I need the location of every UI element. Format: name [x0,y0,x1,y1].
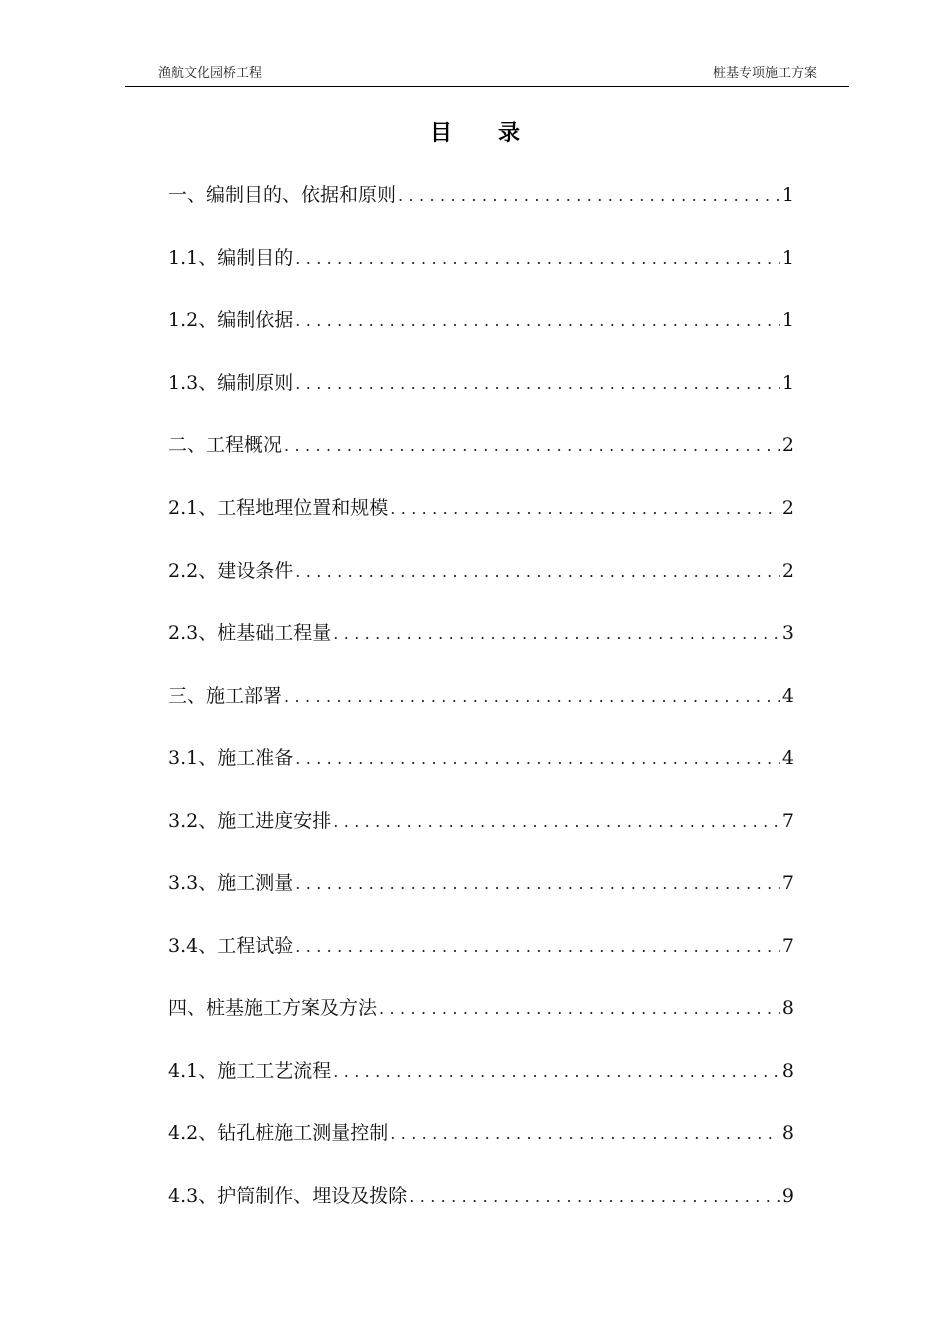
toc-dot-leader [295,367,780,401]
toc-entry[interactable] [168,491,794,525]
toc-entry-page: 1 [781,184,794,206]
running-header [125,64,849,87]
toc-entry[interactable] [168,741,794,775]
toc-entry-page: 1 [781,247,794,269]
toc-entry-label: 3.2、施工进度安排 [168,810,332,832]
toc-entry[interactable] [168,929,794,963]
toc-entry-page: 7 [781,935,794,957]
toc-entry-label: 3.1、施工准备 [168,747,294,769]
toc-entry-page: 3 [781,622,794,644]
toc-entry-label: 1.2、编制依据 [168,309,294,331]
toc-dot-leader [333,617,780,651]
toc-entry-label: 3.4、工程试验 [168,935,294,957]
toc-entry-label: 四、桩基施工方案及方法 [168,997,378,1019]
toc-entry-page: 9 [781,1185,794,1207]
toc-dot-leader [390,1117,780,1151]
toc-entry[interactable] [168,616,794,650]
toc-entry[interactable] [168,428,794,462]
toc-entry-page: 8 [781,997,794,1019]
toc-entry[interactable] [168,1054,794,1088]
toc-entry-label: 三、施工部署 [168,685,283,707]
toc-entry[interactable] [168,178,794,212]
toc-entry-label: 1.3、编制原则 [168,372,294,394]
header-document-name: 桩基专项施工方案 [712,66,817,81]
toc-entry-page: 1 [781,372,794,394]
toc-entry-label: 2.2、建设条件 [168,560,294,582]
toc-entry-label: 4.2、钻孔桩施工测量控制 [168,1122,389,1144]
toc-dot-leader [284,429,780,463]
toc-dot-leader [379,992,780,1026]
toc-entry[interactable] [168,303,794,337]
toc-entry[interactable] [168,1116,794,1150]
toc-dot-leader [295,555,780,589]
toc-entry-page: 8 [781,1060,794,1082]
header-project-name: 渔航文化园桥工程 [158,66,263,81]
toc-entry[interactable] [168,866,794,900]
toc-dot-leader [295,742,780,776]
toc-entry-page: 7 [781,872,794,894]
toc-title: 目录 [429,120,566,146]
toc-entry-label: 二、工程概况 [168,434,283,456]
toc-entry[interactable] [168,1179,794,1213]
toc-dot-leader [295,304,780,338]
toc-entry-page: 1 [781,309,794,331]
toc-entry[interactable] [168,554,794,588]
toc-entry-page: 8 [781,1122,794,1144]
toc-dot-leader [295,867,780,901]
toc-entry[interactable] [168,679,794,713]
toc-entry-label: 一、编制目的、依据和原则 [168,184,397,206]
toc-entry-label: 3.3、施工测量 [168,872,294,894]
toc-dot-leader [295,930,780,964]
toc-entry-page: 4 [781,747,794,769]
toc-entry[interactable] [168,241,794,275]
toc-entry[interactable] [168,991,794,1025]
toc-entry-label: 2.3、桩基础工程量 [168,622,332,644]
toc-dot-leader [390,492,780,526]
toc-dot-leader [333,805,780,839]
toc-entry-label: 4.1、施工工艺流程 [168,1060,332,1082]
toc-entry[interactable] [168,804,794,838]
toc-entry-label: 1.1、编制目的 [168,247,294,269]
toc-entry-page: 7 [781,810,794,832]
toc-entry[interactable] [168,366,794,400]
toc-entry-page: 2 [781,434,794,456]
toc-dot-leader [398,179,780,213]
toc-entry-page: 2 [781,560,794,582]
toc-dot-leader [409,1180,780,1214]
toc-entry-label: 4.3、护筒制作、埋设及拨除 [168,1185,408,1207]
toc-entry-page: 4 [781,685,794,707]
toc-entry-page: 2 [781,497,794,519]
toc-dot-leader [284,680,780,714]
toc-dot-leader [333,1055,780,1089]
toc-entry-label: 2.1、工程地理位置和规模 [168,497,389,519]
toc-dot-leader [295,242,780,276]
